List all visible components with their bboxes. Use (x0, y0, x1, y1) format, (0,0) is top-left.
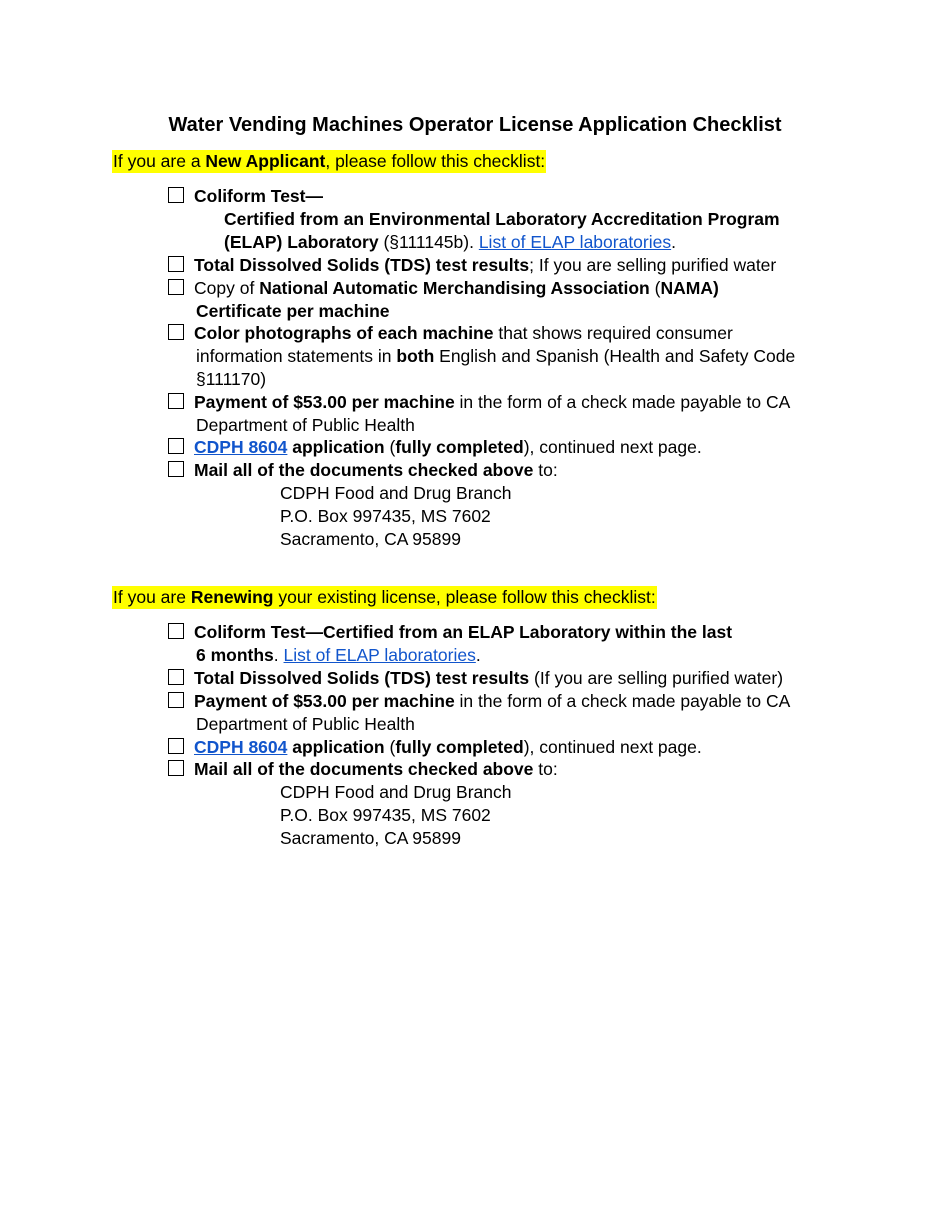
period: . (273, 645, 284, 665)
new-applicant-banner (112, 150, 546, 173)
tds-note: (If you are selling purified water) (529, 668, 784, 688)
cdph-post: ), continued next page. (523, 737, 702, 757)
elap-code: (§111145b). (378, 232, 479, 252)
nama-pre: Copy of (194, 278, 260, 298)
elap-bold: (ELAP) Laboratory (224, 232, 379, 252)
payment-bold: Payment of $53.00 per machine (194, 392, 455, 412)
address-line: CDPH Food and Drug Branch (280, 782, 512, 802)
photos-bold: Color photographs of each machine (194, 323, 494, 343)
elap-list-link[interactable]: List of ELAP laboratories (478, 232, 672, 252)
mail-bold: Mail all of the documents checked above (194, 460, 534, 480)
new-cdph-checkbox[interactable] (168, 438, 184, 454)
renew-mail-checkbox[interactable] (168, 760, 184, 776)
banner-text: , please follow this checklist: (325, 151, 546, 171)
cdph-8604-link[interactable]: CDPH 8604 (194, 437, 288, 457)
renew-mail-line (194, 758, 558, 781)
new-tds-checkbox[interactable] (168, 256, 184, 272)
elap-list-link[interactable]: List of ELAP laboratories (283, 645, 476, 665)
page-title: Water Vending Machines Operator License Application Checklist (168, 114, 782, 136)
mail-text: to: (533, 759, 558, 779)
photos-line3: §111170) (196, 369, 267, 389)
coliform-line2: Certified from an Environmental Laboratory Accreditation Program (224, 209, 780, 229)
banner-bold: Renewing (190, 587, 274, 607)
new-mail-checkbox[interactable] (168, 461, 184, 477)
photos-text: that shows required consumer (493, 323, 733, 343)
cdph-bold2: fully completed (395, 737, 524, 757)
renewing-banner (112, 586, 657, 609)
new-nama-checkbox[interactable] (168, 279, 184, 295)
payment-line2: Department of Public Health (196, 415, 415, 435)
photos-l2-post: English and Spanish (Health and Safety Code (434, 346, 796, 366)
payment-text: in the form of a check made payable to CA (454, 392, 791, 412)
cdph-bold: application (287, 737, 385, 757)
renew-cdph-checkbox[interactable] (168, 738, 184, 754)
photos-line2 (196, 345, 795, 368)
renew-tds-text (194, 667, 783, 690)
mail-text: to: (533, 460, 558, 480)
renew-cdph-line (194, 736, 702, 759)
address-line: CDPH Food and Drug Branch (280, 483, 512, 503)
cdph-bold2: fully completed (395, 437, 524, 457)
mail-line (194, 459, 558, 482)
coliform-line3 (224, 231, 676, 254)
payment-line1 (194, 391, 790, 414)
banner-bold: New Applicant (205, 151, 326, 171)
period: . (671, 232, 676, 252)
renew-payment-line1 (194, 690, 790, 713)
renew-payment-line2: Department of Public Health (196, 714, 415, 734)
renew-payment-checkbox[interactable] (168, 692, 184, 708)
banner-text: your existing license, please follow this checklist: (273, 587, 656, 607)
cdph-post: ), continued next page. (523, 437, 702, 457)
tds-text (194, 254, 776, 277)
banner-text: If you are a (113, 151, 206, 171)
tds-note: ; If you are selling purified water (529, 255, 777, 275)
address-line: P.O. Box 997435, MS 7602 (280, 805, 491, 825)
renew-tds-checkbox[interactable] (168, 669, 184, 685)
period: . (475, 645, 481, 665)
tds-bold: Total Dissolved Solids (TDS) test results (194, 668, 530, 688)
photos-line1 (194, 322, 733, 345)
cdph-bold: application (287, 437, 385, 457)
nama-mid: ( (649, 278, 661, 298)
address-line: P.O. Box 997435, MS 7602 (280, 506, 491, 526)
nama-bold: National Automatic Merchandising Association (259, 278, 650, 298)
renew-coliform-head: Coliform Test—Certified from an ELAP Laboratory within the last (194, 622, 733, 642)
address-line: Sacramento, CA 95899 (280, 529, 461, 549)
nama-bold2: NAMA) (660, 278, 719, 298)
renew-coliform-checkbox[interactable] (168, 623, 184, 639)
renew-coliform-line2 (196, 644, 481, 667)
tds-bold: Total Dissolved Solids (TDS) test results (194, 255, 530, 275)
nama-line1 (194, 277, 719, 300)
photos-l2-bold: both (396, 346, 435, 366)
mail-bold: Mail all of the documents checked above (194, 759, 534, 779)
coliform-head: Coliform Test— (194, 186, 323, 206)
new-payment-checkbox[interactable] (168, 393, 184, 409)
payment-text: in the form of a check made payable to CA (454, 691, 791, 711)
photos-l2-pre: information statements in (196, 346, 397, 366)
payment-bold: Payment of $53.00 per machine (194, 691, 455, 711)
banner-text: If you are (113, 587, 191, 607)
new-photos-checkbox[interactable] (168, 324, 184, 340)
six-months-bold: 6 months (196, 645, 274, 665)
new-coliform-checkbox[interactable] (168, 187, 184, 203)
cdph-8604-link[interactable]: CDPH 8604 (194, 737, 288, 757)
address-line: Sacramento, CA 95899 (280, 828, 461, 848)
cdph-line (194, 436, 702, 459)
cdph-mid: ( (384, 437, 396, 457)
cdph-mid: ( (384, 737, 396, 757)
nama-line2: Certificate per machine (196, 301, 390, 321)
